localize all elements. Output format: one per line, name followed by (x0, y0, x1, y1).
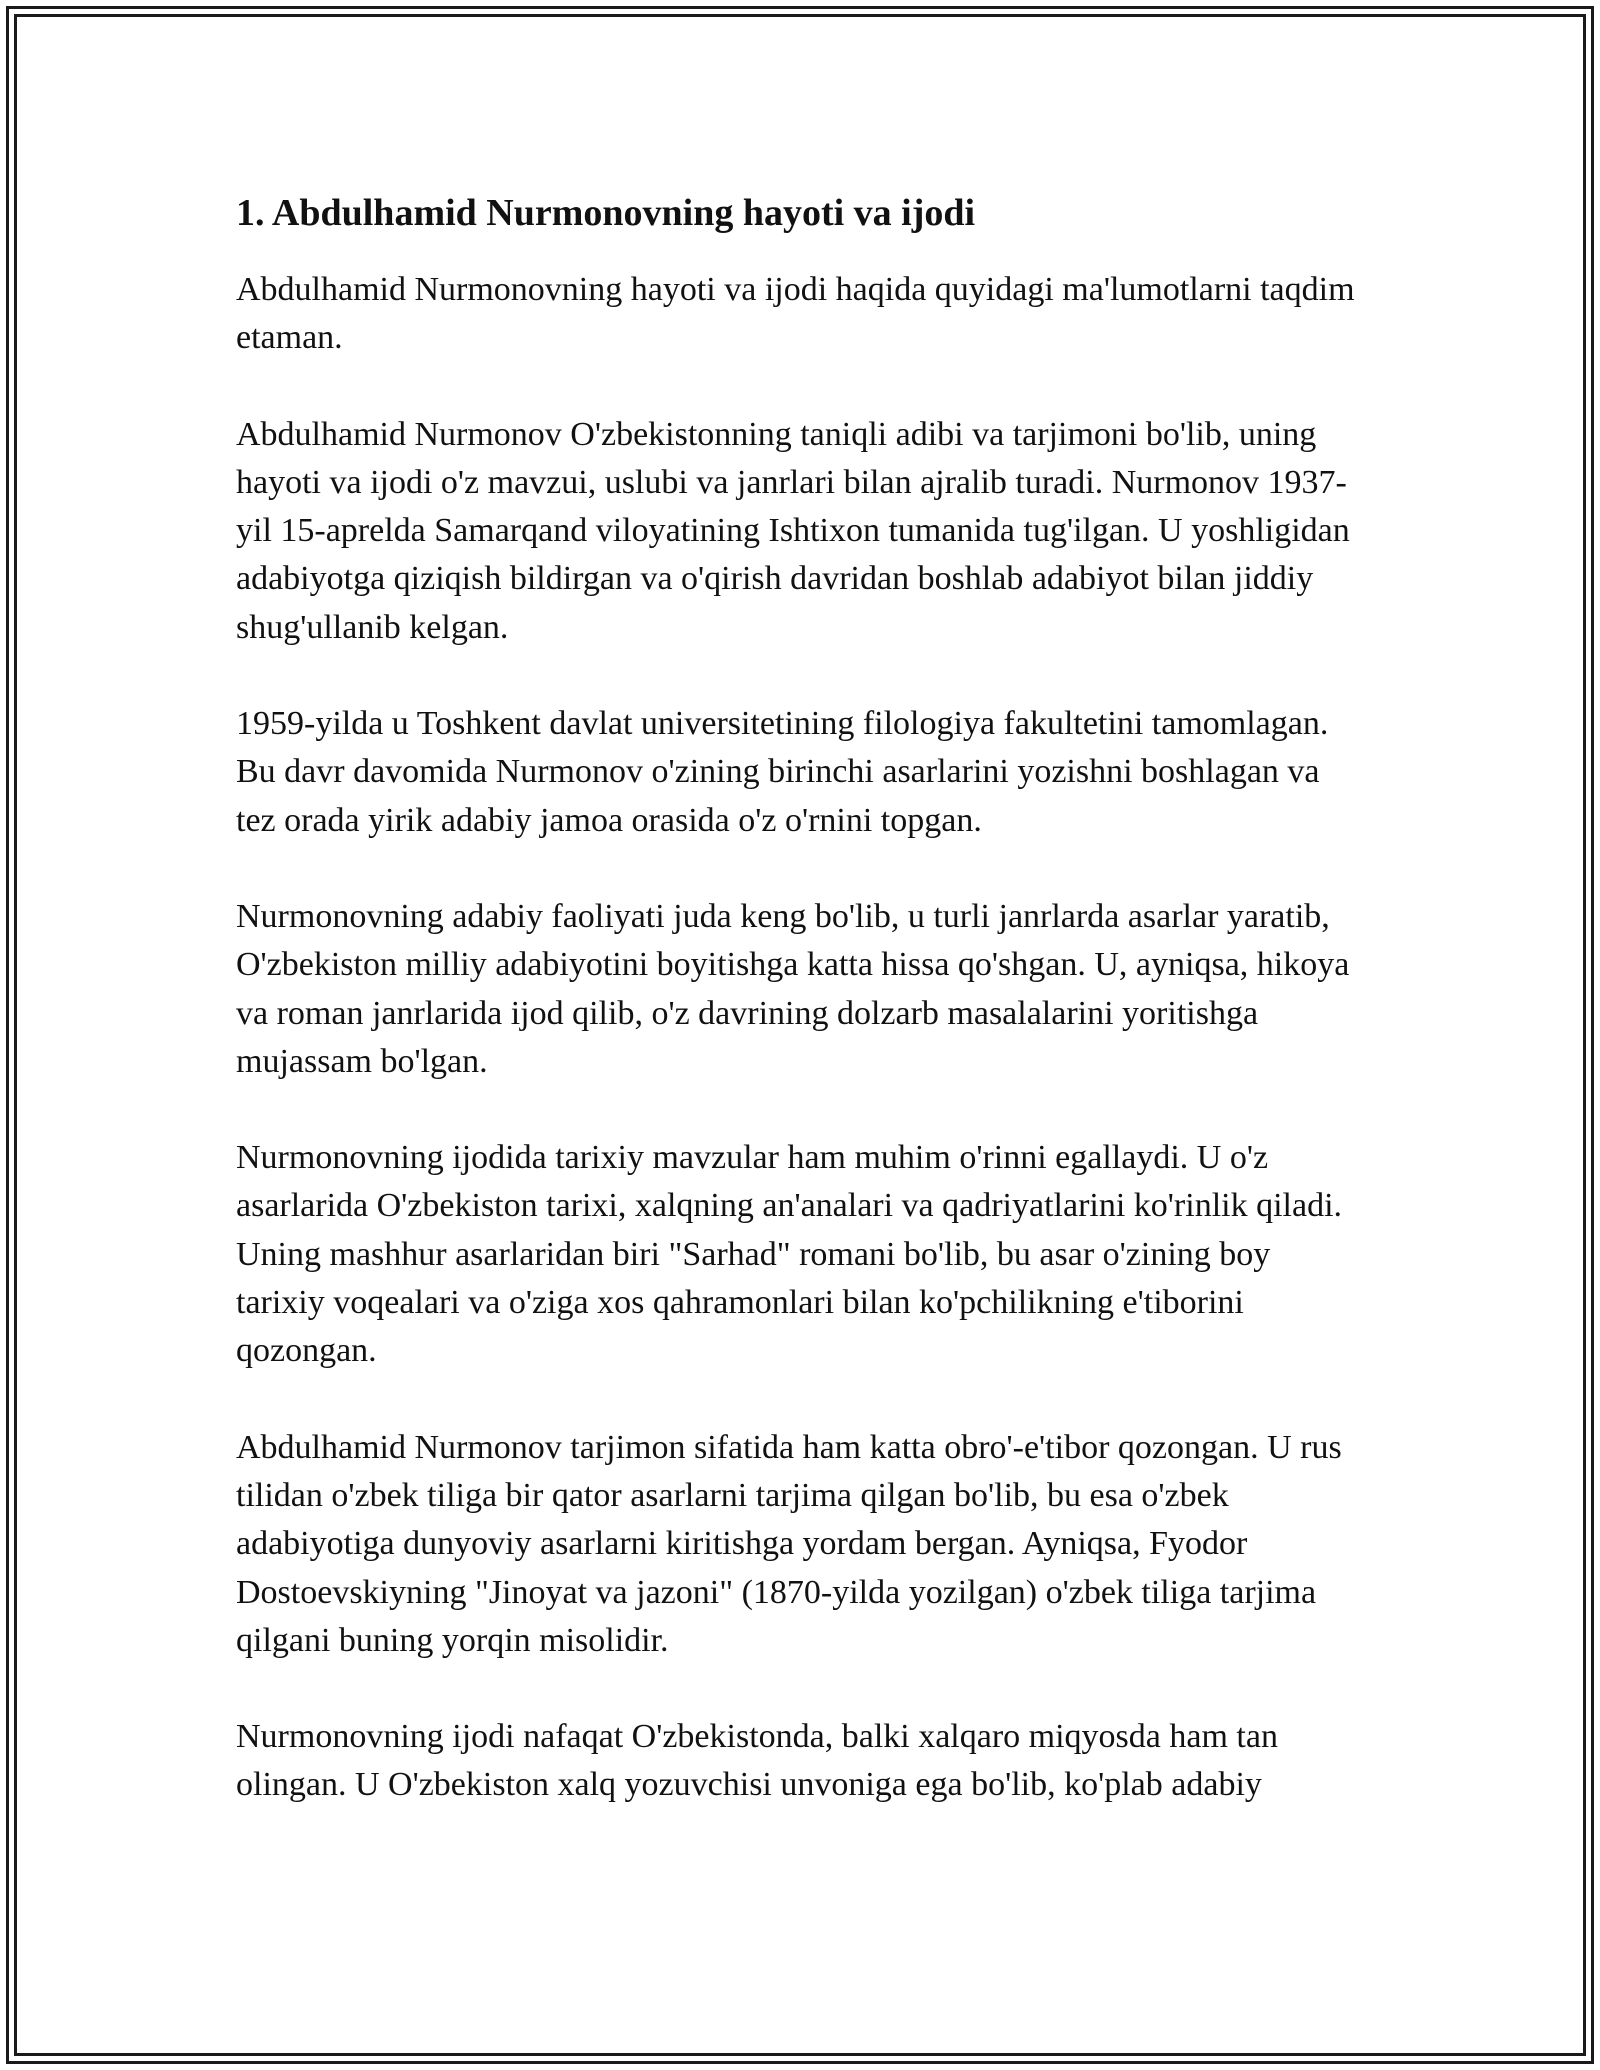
paragraph-literary-activity: Nurmonovning adabiy faoliyati juda keng bo'lib, u turli janrlarda asarlar yaratib, O'zbekiston milliy adabiyotini boyitishga katta hissa qo'shgan. U, ayniqsa, hikoya va roman janrlarida ijod qilib, o'z davrining dolzarb masalalarini yoritishga mujassam bo'lgan. (236, 897, 1350, 1080)
section-heading: 1. Abdulhamid Nurmonovning hayoti va ijodi (236, 192, 976, 234)
paragraph-recognition: Nurmonovning ijodi nafaqat O'zbekistonda, balki xalqaro miqyosda ham tan olingan. U O'zbekiston xalq yozuvchisi unvoniga ega bo'lib, ko'plab adabiy (236, 1718, 1278, 1804)
document-body (236, 186, 1366, 1858)
paragraph-historical-themes: Nurmonovning ijodida tarixiy mavzular ham muhim o'rinni egallaydi. U o'z asarlarida O'zbekiston tarixi, xalqning an'analari va qadriyatlarini ko'rinlik qiladi. Uning mashhur asarlaridan biri "Sarhad" romani bo'lib, bu asar o'zining boy tarixiy voqealari va o'ziga xos qahramonlari bilan ko'pchilikning e'tiborini qozongan. (236, 1139, 1343, 1370)
paragraph-intro: Abdulhamid Nurmonovning hayoti va ijodi haqida quyidagi ma'lumotlarni taqdim etaman. (236, 271, 1355, 357)
paragraph-biography: Abdulhamid Nurmonov O'zbekistonning taniqli adibi va tarjimoni bo'lib, uning hayoti va ijodi o'z mavzui, uslubi va janrlari bilan ajralib turadi. Nurmonov 1937-yil 15-aprelda Samarqand viloyatining Ishtixon tumanida tug'ilgan. U yoshligidan adabiyotga qiziqish bildirgan va o'qirish davridan boshlab adabiyot bilan jiddiy shug'ullanib kelgan. (236, 415, 1350, 646)
paragraph-education: 1959-yilda u Toshkent davlat universitetining filologiya fakultetini tamomlagan. Bu davr davomida Nurmonov o'zining birinchi asarlarini yozishni boshlagan va tez orada yirik adabiy jamoa orasida o'z o'rnini topgan. (236, 705, 1329, 839)
paragraph-translation: Abdulhamid Nurmonov tarjimon sifatida ham katta obro'-e'tibor qozongan. U rus tilidan o'zbek tiliga bir qator asarlarni tarjima qilgan bo'lib, bu esa o'zbek adabiyotiga dunyoviy asarlarni kiritishga yordam bergan. Ayniqsa, Fyodor Dostoevskiyning "Jinoyat va jazoni" (1870-yilda yozilgan) o'zbek tiliga tarjima qilgani buning yorqin misolidir. (236, 1428, 1342, 1659)
